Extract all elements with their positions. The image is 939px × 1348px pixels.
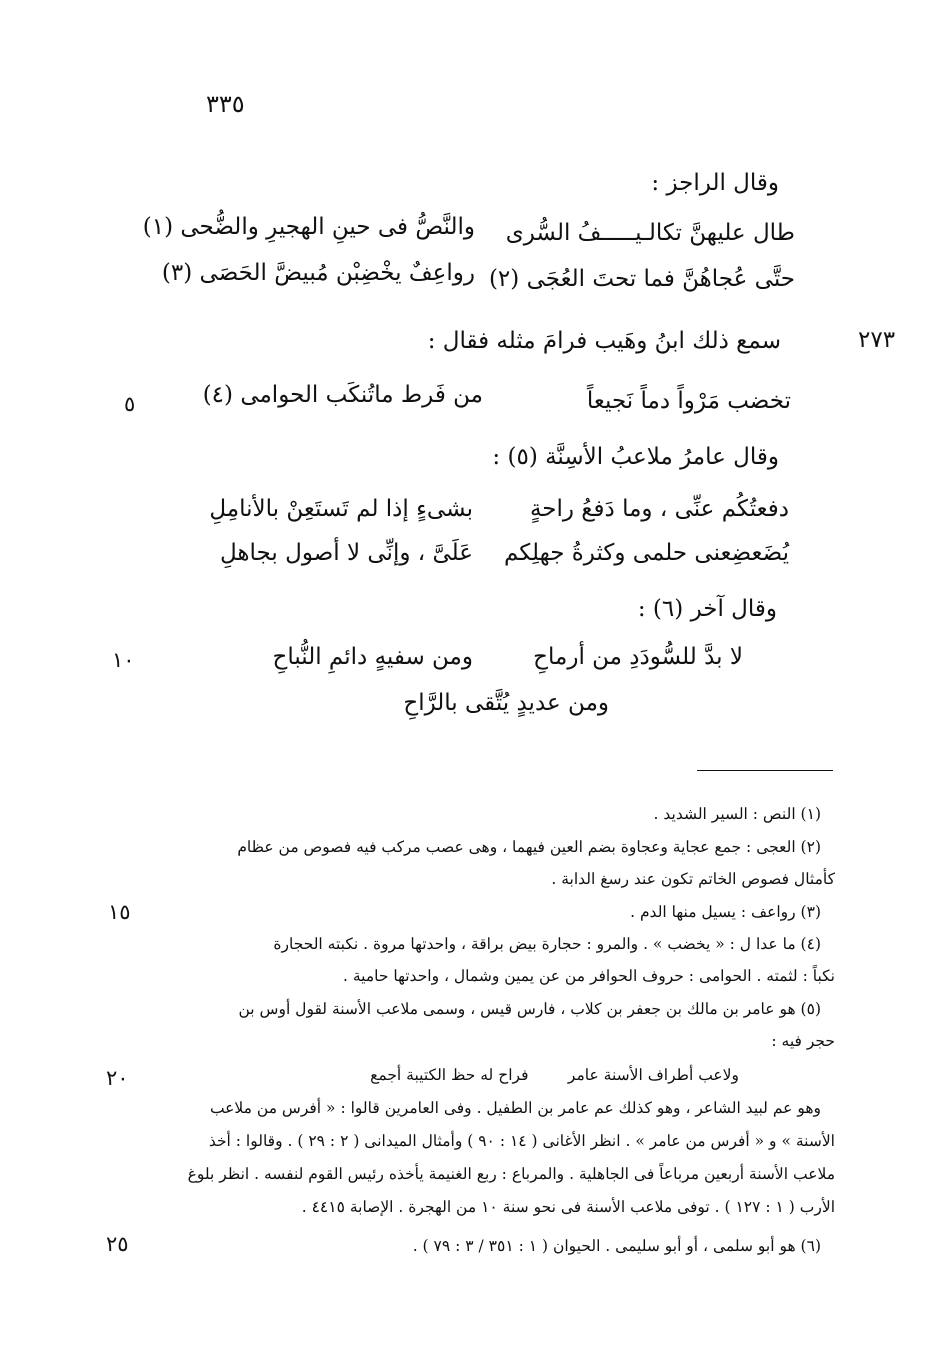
footnote-5-text-3: ملاعب الأسنة أربعين مرباعاً فى الجاهلية . والمرباع : ربع الغنيمة يأخذه رئيس القوم لنفسه . انظر بلوغ bbox=[187, 1165, 835, 1183]
verse-1-second-hemistich: والنَّصُّ فى حينِ الهجيرِ والضُّحى (١) bbox=[142, 214, 475, 240]
verse-2-first-hemistich: حتَّى عُجاهُنَّ فما تحتَ العُجَى (٢) bbox=[488, 266, 795, 292]
verse-2-second-hemistich: رواعِفٌ يخْضِبْن مُبيضَّ الحَصَى (٣) bbox=[161, 260, 475, 286]
verse-3-second-hemistich: من فَرط ماتُنكَب الحوامى (٤) bbox=[202, 382, 483, 408]
footnote-4: (٤) ما عدا ل : « يخضب » . والمرو : حجارة بيض براقة ، واحدتها مروة . نكبته الحجارة bbox=[273, 935, 821, 953]
footnote-5-text-1: وهو عم لبيد الشاعر ، وهو كذلك عم عامر بن الطفيل . وفى العامرين قالوا : « أفرس من ملاعب bbox=[209, 1099, 821, 1117]
page-number: ٣٣٥ bbox=[206, 90, 245, 118]
verse-5-first-hemistich: يُضَعضِعنى حلمى وكثرةُ جهلِكم bbox=[503, 540, 789, 566]
verse-6-second-hemistich: ومن سفيهٍ دائمِ النُّباحِ bbox=[272, 644, 473, 670]
line-number-15: ١٥ bbox=[108, 900, 131, 924]
line-number-5: ٥ bbox=[124, 392, 136, 416]
footnote-1: (١) النص : السير الشديد . bbox=[653, 805, 821, 823]
footnote-5-verse: ولاعب أطراف الأسنة عامر فراح له حظ الكتيبة أجمع bbox=[370, 1066, 739, 1084]
verse-intro-rajiz: وقال الراجز : bbox=[651, 170, 779, 196]
footnote-2: (٢) العجى : جمع عجاية وعجاوة بضم العين فيهما ، وهى عصب مركب فيه فصوص من عظام bbox=[237, 838, 821, 856]
footnote-5-text-2: الأسنة » و « أفرس من عامر » . انظر الأغانى ( ١٤ : ٩٠ ) وأمثال الميدانى ( ٢ : ٢٩ ) . وقالوا : أخذ bbox=[208, 1132, 835, 1150]
section-number: ٢٧٣ bbox=[858, 327, 896, 353]
line-number-20: ٢٠ bbox=[106, 1066, 129, 1090]
footnote-5-text-4: الأرب ( ١ : ١٢٧ ) . توفى ملاعب الأسنة فى نحو سنة ١٠ من الهجرة . الإصابة ٤٤١٥ . bbox=[301, 1198, 835, 1216]
footnote-5: (٥) هو عامر بن مالك بن جعفر بن كلاب ، فارس قيس ، وسمى ملاعب الأسنة لقول أوس بن bbox=[238, 1000, 821, 1018]
verse-1-first-hemistich: طال عليهنَّ تكالـيـــــفُ السُّرى bbox=[505, 220, 795, 246]
verse-6-first-hemistich: لا بدَّ للسُّودَدِ من أرماحِ bbox=[533, 644, 743, 670]
verse-3-first-hemistich: تخضب مَرْواً دماً نَجيعاً bbox=[586, 388, 791, 414]
line-number-25: ٢٥ bbox=[106, 1232, 129, 1256]
footnote-2-cont: كأمثال فصوص الخاتم تكون عند رسغ الدابة . bbox=[551, 870, 835, 888]
verse-7: ومن عديدٍ يُتَّقى بالرَّاحِ bbox=[403, 690, 609, 716]
verse-4-second-hemistich: بشىءٍ إذا لم تَستَعِنْ بالأنامِلِ bbox=[209, 496, 473, 522]
verse-4-first-hemistich: دفعتُكُم عنِّى ، وما دَفعُ راحةٍ bbox=[529, 496, 789, 522]
line-number-10: ١٠ bbox=[112, 648, 135, 672]
footnote-5-cont: حجر فيه : bbox=[771, 1032, 835, 1050]
verse-intro-akhar: وقال آخر (٦) : bbox=[637, 596, 777, 622]
footnote-4-cont: نكباً : لثمته . الحوامى : حروف الحوافر من عن يمين وشمال ، واحدتها حامية . bbox=[343, 967, 835, 985]
footnote-6: (٦) هو أبو سلمى ، أو أبو سليمى . الحيوان ( ١ : ٣٥١ / ٣ : ٧٩ ) . bbox=[412, 1237, 821, 1255]
verse-intro-amir: وقال عامرُ ملاعبُ الأسِنَّة (٥) : bbox=[492, 444, 779, 470]
footnote-3: (٣) رواعف : يسيل منها الدم . bbox=[630, 903, 821, 921]
verse-5-second-hemistich: عَلَىَّ ، وإنِّى لا أصول بجاهلِ bbox=[220, 540, 473, 566]
verse-intro-ibn-wuhayb: سمع ذلك ابنُ وهَيب فرامَ مثله فقال : bbox=[427, 328, 781, 354]
footnote-separator bbox=[697, 770, 833, 771]
